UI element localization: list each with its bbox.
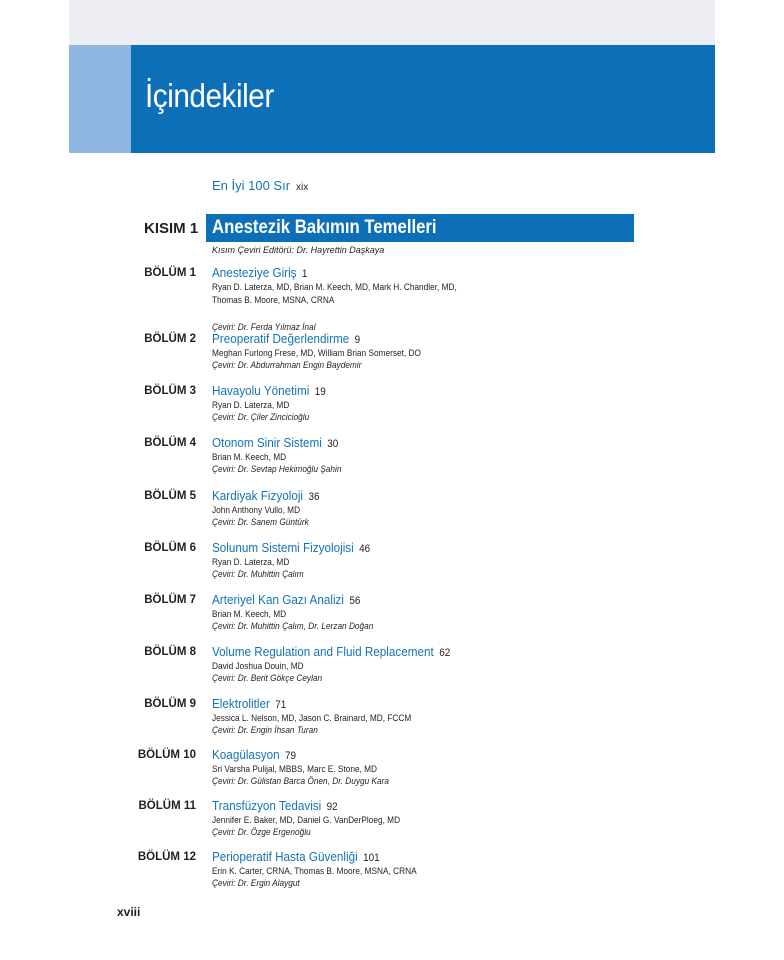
chapter-title[interactable]: Havayolu Yönetimi (212, 383, 310, 398)
chapter-page: 9 (354, 334, 361, 346)
chapter-title-line[interactable] (212, 488, 319, 503)
chapter-page: 1 (301, 268, 308, 280)
chapter-title[interactable]: Otonom Sinir Sistemi (212, 435, 322, 450)
chapter-label: BÖLÜM 8 (144, 646, 196, 658)
page-number: xviii (117, 905, 141, 919)
chapter-translator: Çeviri: Dr. Sanem Güntürk (212, 517, 309, 527)
chapter-entry[interactable] (0, 435, 784, 495)
chapter-translator: Çeviri: Dr. Engin İhsan Turan (212, 725, 318, 735)
chapter-label: BÖLÜM 4 (144, 437, 196, 449)
chapter-authors: Brian M. Keech, MD (212, 452, 287, 462)
chapter-label: BÖLÜM 3 (144, 385, 196, 397)
chapter-entry[interactable] (0, 265, 784, 332)
chapter-title[interactable]: Transfüzyon Tedavisi (212, 798, 322, 813)
chapter-label: BÖLÜM 5 (144, 490, 196, 502)
chapter-entry[interactable] (0, 849, 784, 909)
chapter-label: BÖLÜM 11 (138, 800, 196, 812)
chapter-page: 56 (349, 595, 361, 607)
chapter-authors: John Anthony Vullo, MD (212, 505, 301, 515)
chapter-entry[interactable] (0, 540, 784, 600)
chapter-authors: Meghan Furlong Frese, MD, William Brian Somerset, DO (212, 348, 421, 358)
toc-entry-top100[interactable] (212, 178, 308, 193)
chapter-page: 101 (363, 852, 380, 864)
chapter-translator: Çeviri: Dr. Gülistan Barca Önen, Dr. Duygu Kara (212, 776, 390, 786)
chapter-title[interactable]: Elektrolitler (212, 696, 270, 711)
chapter-page: 71 (275, 699, 287, 711)
chapter-authors: Ryan D. Laterza, MD (212, 400, 290, 410)
part-label: KISIM 1 (144, 220, 199, 237)
chapter-title-line[interactable] (212, 592, 360, 607)
chapter-translator: Çeviri: Dr. Ergin Alaygut (212, 878, 300, 888)
part-title-bar[interactable] (206, 214, 634, 242)
chapter-page: 62 (439, 647, 451, 659)
chapter-translator: Çeviri: Dr. Sevtap Hekimoğlu Şahin (212, 464, 342, 474)
chapter-label: BÖLÜM 1 (144, 267, 196, 279)
chapter-entry[interactable] (0, 331, 784, 391)
chapter-authors: Ryan D. Laterza, MD (212, 557, 290, 567)
chapter-label: BÖLÜM 6 (144, 542, 196, 554)
chapter-title-line[interactable] (212, 696, 286, 711)
chapter-label: BÖLÜM 7 (144, 594, 196, 606)
chapter-translator: Çeviri: Dr. Muhittin Çalım, Dr. Lerzan Doğan (212, 621, 374, 631)
chapter-title-line[interactable] (212, 435, 338, 450)
part-title[interactable]: Anestezik Bakımın Temelleri (212, 217, 437, 238)
chapter-authors: David Joshua Douin, MD (212, 661, 304, 671)
chapter-title-line[interactable] (212, 849, 380, 864)
chapter-authors: Jessica L. Nelson, MD, Jason C. Brainard, MD, FCCM (212, 713, 412, 723)
chapter-page: 46 (359, 543, 371, 555)
chapter-label: BÖLÜM 9 (144, 698, 196, 710)
chapter-page: 79 (285, 750, 297, 762)
chapter-label: BÖLÜM 10 (137, 749, 196, 761)
chapter-translator: Çeviri: Dr. Özge Ergenoğlu (212, 827, 311, 837)
chapter-page: 30 (327, 438, 339, 450)
chapter-title[interactable]: Volume Regulation and Fluid Replacement (212, 644, 434, 659)
chapter-title-line[interactable] (212, 331, 360, 346)
chapter-authors: Jennifer E. Baker, MD, Daniel G. VanDerPloeg, MD (212, 815, 401, 825)
chapter-title[interactable]: Solunum Sistemi Fizyolojisi (212, 540, 354, 555)
chapter-title-line[interactable] (212, 747, 296, 762)
chapter-translator: Çeviri: Dr. Berit Gökçe Ceylan (212, 673, 323, 683)
toc-entry-title[interactable]: En İyi 100 Sır (212, 178, 291, 193)
chapter-authors: Erin K. Carter, CRNA, Thomas B. Moore, MSNA, CRNA (212, 866, 417, 876)
chapter-title-line[interactable] (212, 798, 338, 813)
chapter-title-line[interactable] (212, 383, 326, 398)
chapter-authors: Sri Varsha Pulijal, MBBS, Marc E. Stone, MD (212, 764, 378, 774)
chapter-translator: Çeviri: Dr. Muhittin Çalım (212, 569, 304, 579)
toc-entry-page: xix (296, 182, 309, 193)
chapter-title[interactable]: Perioperatif Hasta Güvenliği (212, 849, 358, 864)
part-editor: Kısım Çeviri Editörü: Dr. Hayrettin Daşkaya (212, 245, 385, 255)
chapter-entry[interactable] (0, 644, 784, 704)
chapter-entry[interactable] (0, 383, 784, 443)
chapter-page: 92 (326, 801, 338, 813)
chapter-title-line[interactable] (212, 540, 370, 555)
chapter-translator: Çeviri: Dr. Abdurrahman Engin Baydemir (212, 360, 362, 370)
chapter-label: BÖLÜM 12 (137, 851, 196, 863)
chapter-translator: Çeviri: Dr. Çiler Zincicioğlu (212, 412, 310, 422)
chapter-label: BÖLÜM 2 (144, 333, 196, 345)
chapter-authors: Ryan D. Laterza, MD, Brian M. Keech, MD, Mark H. Chandler, MD, Thomas B. Moore, MSNA, CRNA (212, 282, 457, 305)
chapter-title-line[interactable] (212, 644, 450, 659)
chapter-title[interactable]: Kardiyak Fizyoloji (212, 488, 304, 503)
chapter-title-line[interactable] (212, 265, 307, 280)
chapter-page: 36 (308, 491, 320, 503)
chapter-authors: Brian M. Keech, MD (212, 609, 287, 619)
chapter-title[interactable]: Preoperatif Değerlendirme (212, 331, 350, 346)
chapter-translator: Çeviri: Dr. Ferda Yılmaz İnal (212, 322, 316, 332)
page-title: İçindekiler (145, 77, 274, 114)
chapter-entry[interactable] (0, 592, 784, 652)
chapter-page: 19 (314, 386, 326, 398)
chapter-title[interactable]: Koagülasyon (212, 747, 280, 762)
chapter-title[interactable]: Arteriyel Kan Gazı Analizi (212, 592, 345, 607)
chapter-entry[interactable] (0, 488, 784, 548)
chapter-title[interactable]: Anesteziye Giriş (212, 265, 297, 280)
